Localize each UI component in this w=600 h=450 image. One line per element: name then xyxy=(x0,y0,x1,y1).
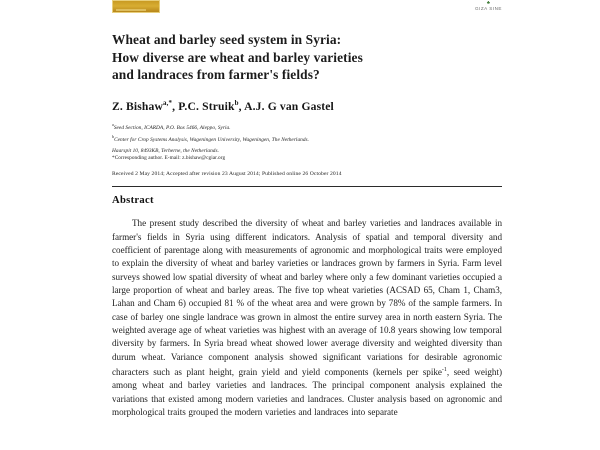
author-affiliation-mark-2: b xyxy=(234,98,239,107)
leaf-icon: ♣ xyxy=(486,1,491,6)
publisher-name: GIZA SINE xyxy=(475,6,502,11)
journal-logo-badge xyxy=(112,0,160,13)
publisher-mark xyxy=(475,1,502,12)
author-name-3: , A.J. G van Gastel xyxy=(238,99,334,113)
masthead xyxy=(112,0,502,18)
abstract-footnote-mark: -1 xyxy=(441,367,447,374)
affiliation-text: Center for Crop Systems Analysis, Wageningen University, Wageningen, The Netherlands. xyxy=(114,136,310,143)
affiliation-item xyxy=(112,121,502,132)
journal-logo-bar xyxy=(116,9,146,11)
affiliation-mark: b xyxy=(112,133,115,139)
title-line-2: How diverse are wheat and barley varieties xyxy=(112,49,363,65)
section-divider xyxy=(112,186,502,187)
affiliation-mark: a xyxy=(112,122,114,128)
author-name-2: , P.C. Struik xyxy=(172,99,235,113)
author-list xyxy=(112,99,502,113)
page-title xyxy=(112,31,502,84)
title-line-1: Wheat and barley seed system in Syria: xyxy=(112,32,342,47)
author-name-1: Z. Bishaw xyxy=(112,99,163,113)
abstract-heading: Abstract xyxy=(112,195,154,207)
affiliation-item xyxy=(112,133,502,144)
publication-history: Received 2 May 2014; Accepted after revision 23 August 2014; Published online 26 October 2014 xyxy=(112,171,342,178)
abstract-text-part-1: The present study described the diversity of wheat and barley varieties and landraces available in farmer's fields in Syria using different indicators. Analysis of spatial and temporal diversity and coefficient of parentage along with measurements of agronomic and morphological traits were employed to explain the diversity of wheat and barley varieties or landraces grown by farmers in Syria. Farm level surveys showed low spatial diversity of wheat and barley where only a few dominant varieties occupied a large proportion of wheat and barley areas. The five top wheat varieties (ACSAD 65, Cham 1, Cham3, Lahan and Cham 6) occupied 81 % of the wheat area and were grown by 78% of the sample farmers. In case of barley one single landrace was grown in almost the entire survey area in north eastern Syria. The weighted average age of wheat varieties was highest with an average of 10.8 years showing low temporal diversity by farmers. In Syria bread wheat showed lower average diversity and weighted diversity than durum wheat. Variance component analysis showed significant variations for desirable agronomic characters such as plant height, grain yield and yield components (kernels per spike xyxy=(112,218,503,378)
author-affiliation-mark-1: a,* xyxy=(162,98,173,107)
article-content-column xyxy=(112,0,502,419)
abstract-body xyxy=(112,217,502,419)
title-line-3: and landraces from farmer's fields? xyxy=(112,67,320,82)
corresponding-author-note: *Corresponding author. E-mail: z.bishaw@cgiar.org xyxy=(112,154,226,161)
affiliation-list xyxy=(112,121,502,162)
affiliation-text: Haarspit 10, 8493KB, Terherne, the Netherlands. xyxy=(112,147,219,154)
affiliation-item xyxy=(112,144,502,155)
abstract-text-part-2: , seed weight) among wheat and barley varieties and landraces. The principal component analysis explained the variations that existed among modern varieties and landraces. Cluster analysis based on agronomic and morphological traits grouped the modern varieties and landraces into separate xyxy=(112,367,503,418)
affiliation-text: Seed Section, ICARDA, P.O. Box 5466, Aleppo, Syria. xyxy=(113,125,231,132)
